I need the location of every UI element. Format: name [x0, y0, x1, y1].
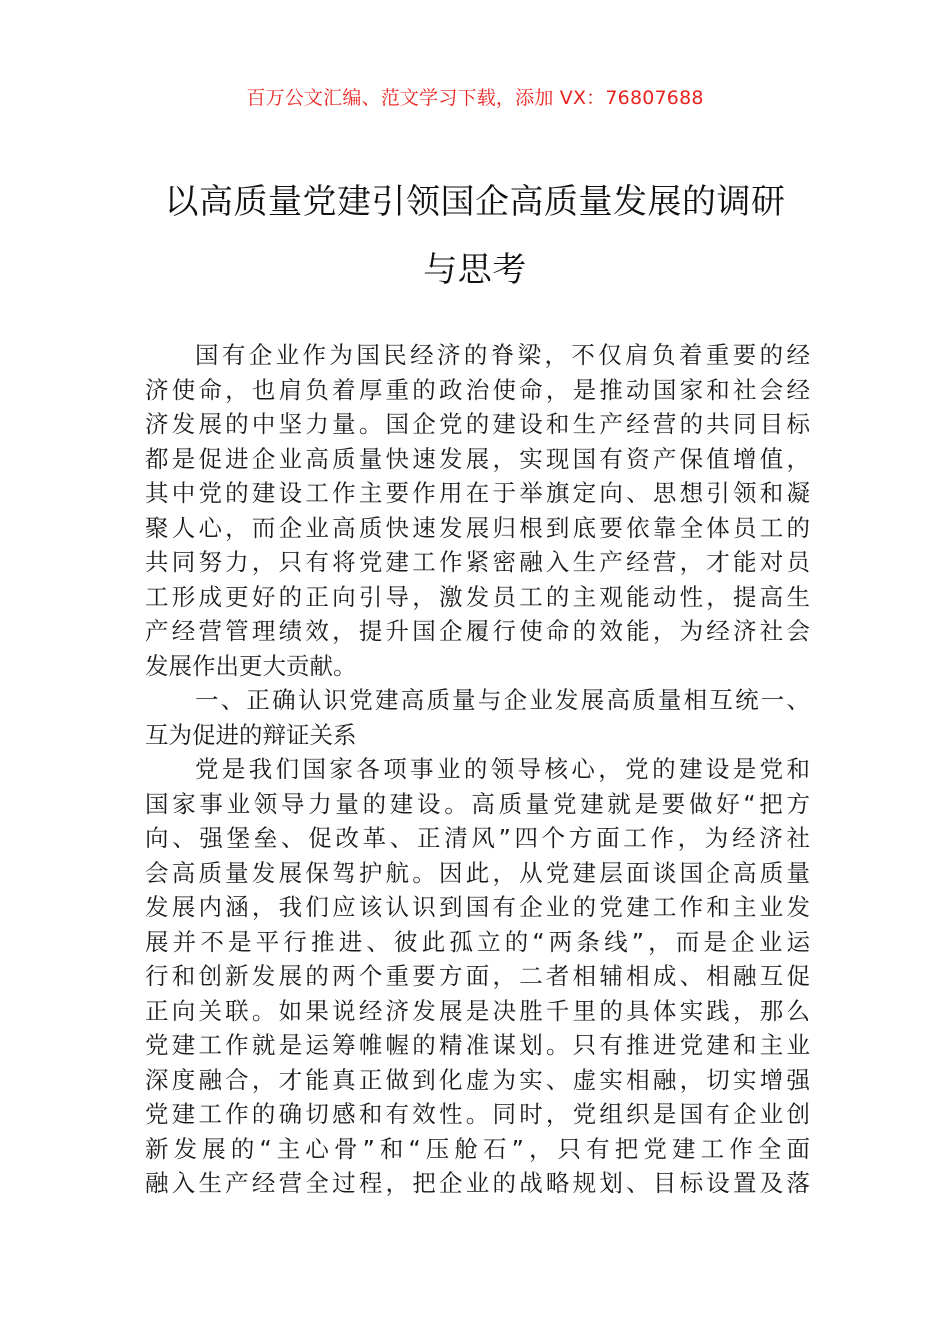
- document-title-line-1: 以高质量党建引领国企高质量发展的调研: [164, 182, 786, 222]
- body-line: 会高质量发展保驾护航。因此，从党建层面谈国企高质量: [145, 858, 810, 887]
- body-line: 发展作出更大贡献。: [145, 651, 357, 680]
- body-line: 融入生产经营全过程，把企业的战略规划、目标设置及落: [145, 1169, 810, 1197]
- body-line: 向、强堡垒、促改革、正清风”四个方面工作，为经济社: [145, 824, 810, 852]
- body-line: 行和创新发展的两个重要方面，二者相辅相成、相融互促: [145, 962, 810, 990]
- body-line: 党建工作就是运筹帷幄的精准谋划。只有推进党建和主业: [145, 1031, 810, 1059]
- body-line: 聚人心，而企业高质快速发展归根到底要依靠全体员工的: [145, 513, 810, 542]
- body-line: 都是促进企业高质量快速发展，实现国有资产保值增值，: [145, 444, 810, 473]
- body-line: 共同努力，只有将党建工作紧密融入生产经营，才能对员: [145, 548, 810, 576]
- body-line: 其中党的建设工作主要作用在于举旗定向、思想引领和凝: [145, 479, 810, 507]
- document-body: [145, 338, 810, 1201]
- document-title-line-2: 与思考: [423, 250, 527, 290]
- body-line: 产经营管理绩效，提升国企履行使命的效能，为经济社会: [145, 617, 810, 645]
- body-line: 发展内涵，我们应该认识到国有企业的党建工作和主业发: [145, 893, 810, 921]
- body-line: 党是我们国家各项事业的领导核心，党的建设是党和: [195, 755, 810, 783]
- body-line: 深度融合，才能真正做到化虚为实、虚实相融，切实增强: [145, 1065, 810, 1094]
- body-line: 党建工作的确切感和有效性。同时，党组织是国有企业创: [145, 1100, 810, 1128]
- body-line: 济发展的中坚力量。国企党的建设和生产经营的共同目标: [145, 410, 810, 438]
- body-line: 国有企业作为国民经济的脊梁，不仅肩负着重要的经: [195, 341, 810, 369]
- body-line: 济使命，也肩负着厚重的政治使命，是推动国家和社会经: [145, 375, 810, 404]
- body-line: 新发展的“主心骨”和“压舱石”，只有把党建工作全面: [145, 1134, 810, 1163]
- body-line: 正向关联。如果说经济发展是决胜千里的具体实践，那么: [145, 996, 810, 1025]
- section-heading-line: 互为促进的辩证关系: [145, 720, 357, 749]
- section-heading-line: 一、正确认识党建高质量与企业发展高质量相互统一、: [195, 686, 810, 714]
- download-banner: 百万公文汇编、范文学习下载，添加 VX：76807688: [246, 87, 704, 109]
- body-line: 国家事业领导力量的建设。高质量党建就是要做好“把方: [145, 789, 810, 818]
- body-line: 工形成更好的正向引导，激发员工的主观能动性，提高生: [145, 582, 810, 611]
- body-line: 展并不是平行推进、彼此孤立的“两条线”，而是企业运: [145, 927, 810, 956]
